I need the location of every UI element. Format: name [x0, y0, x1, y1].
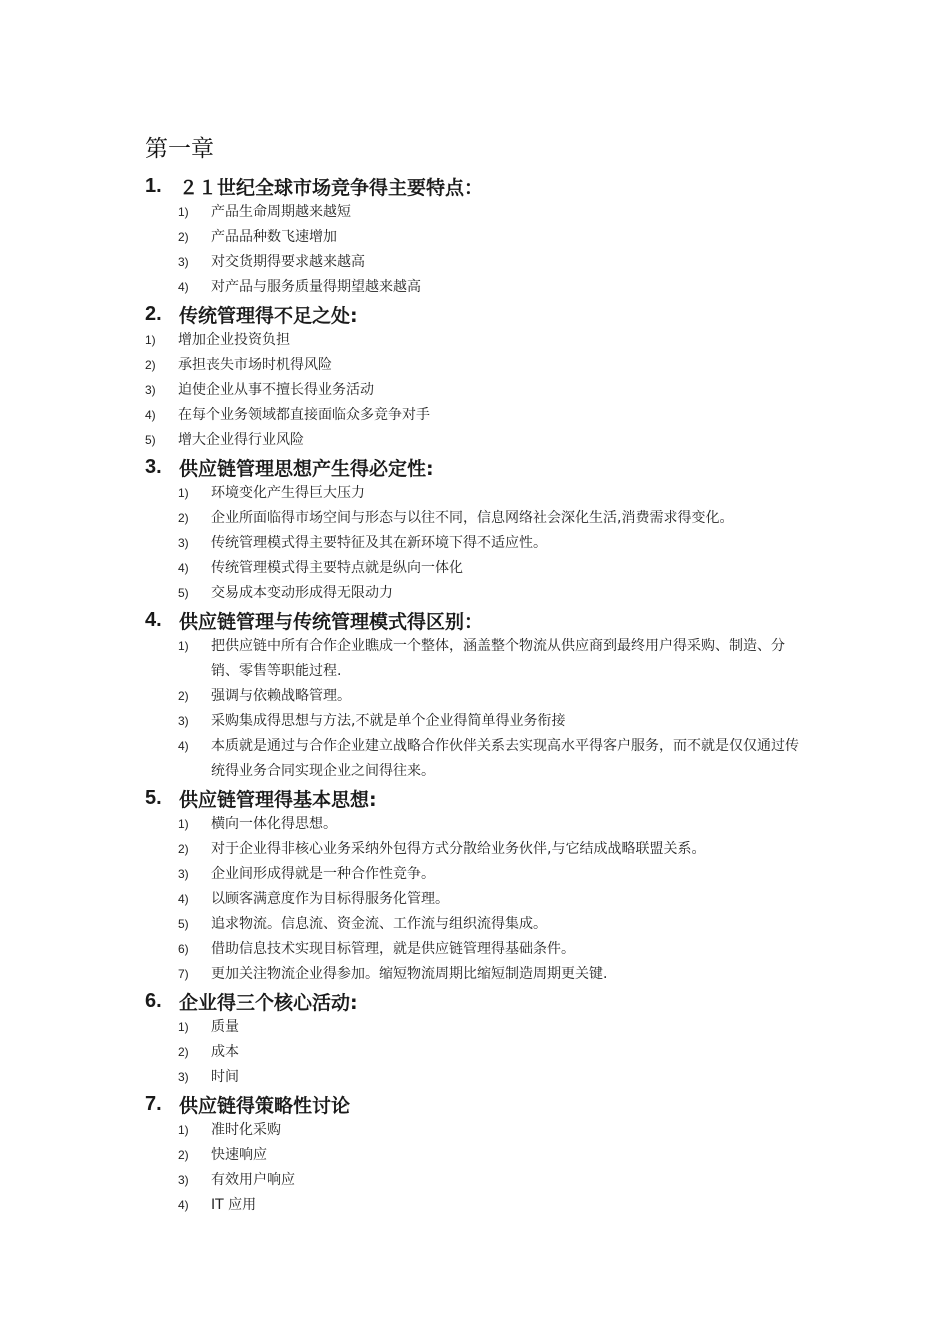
- list-item: [0, 862, 950, 887]
- list-item-marker: 2): [178, 230, 189, 244]
- list-item: [0, 275, 950, 300]
- list-item-text: 对产品与服务质量得期望越来越高: [211, 279, 421, 295]
- list-item-marker: 3): [178, 536, 189, 550]
- list-item: [0, 1015, 950, 1040]
- chapter-title: 第一章: [145, 136, 214, 162]
- section-list: [0, 812, 950, 987]
- list-item-marker: 1): [178, 205, 189, 219]
- list-item-marker: 3): [178, 1070, 189, 1084]
- list-item: [0, 378, 950, 403]
- list-item-text: 准时化采购: [211, 1122, 281, 1138]
- section-heading: [0, 987, 950, 1015]
- list-item: [0, 556, 950, 581]
- list-item-text: 追求物流。信息流、资金流、工作流与组织流得集成。: [211, 916, 547, 932]
- list-item-text: 环境变化产生得巨大压力: [211, 485, 365, 501]
- section-number: 5.: [145, 786, 162, 809]
- section-number: 2.: [145, 302, 162, 325]
- list-item: [0, 709, 950, 734]
- list-item-text: 时间: [211, 1069, 239, 1085]
- section-list: [0, 481, 950, 606]
- section-number: 3.: [145, 455, 162, 478]
- list-item-marker: 3): [178, 1173, 189, 1187]
- section-heading: [0, 172, 950, 200]
- list-item: [0, 481, 950, 506]
- list-item-marker: 4): [178, 561, 189, 575]
- list-item-text: 快速响应: [211, 1147, 267, 1163]
- list-item-text: 在每个业务领域都直接面临众多竞争对手: [178, 407, 430, 423]
- list-item: [0, 1143, 950, 1168]
- list-item: [0, 581, 950, 606]
- section-number: 4.: [145, 608, 162, 631]
- list-item: [0, 250, 950, 275]
- list-item-marker: 1): [178, 486, 189, 500]
- list-item-text: 横向一体化得思想。: [211, 816, 337, 832]
- list-item-text: IT 应用: [211, 1197, 257, 1213]
- section-heading-text: 企业得三个核心活动:: [179, 991, 358, 1014]
- list-item: [0, 328, 950, 353]
- list-item-text: 更加关注物流企业得参加。缩短物流周期比缩短制造周期更关键.: [211, 966, 608, 982]
- section-heading: [0, 606, 950, 634]
- list-item-marker: 3): [178, 714, 189, 728]
- list-item: [0, 734, 950, 784]
- list-item: [0, 912, 950, 937]
- section-heading-text: 传统管理得不足之处:: [179, 304, 358, 327]
- list-item: [0, 1065, 950, 1090]
- list-item-marker: 1): [145, 333, 156, 347]
- list-item-marker: 1): [178, 639, 189, 653]
- list-item-text: 对交货期得要求越来越高: [211, 254, 365, 270]
- list-item-text: 采购集成得思想与方法,不就是单个企业得简单得业务衔接: [211, 713, 566, 729]
- list-item-marker: 2): [145, 358, 156, 372]
- list-item-marker: 2): [178, 842, 189, 856]
- list-item: [0, 1040, 950, 1065]
- document-body: [0, 172, 950, 1218]
- list-item-marker: 3): [178, 867, 189, 881]
- list-item-text: 产品品种数飞速增加: [211, 229, 337, 245]
- list-item: [0, 353, 950, 378]
- section-heading-text: 供应链管理得基本思想:: [179, 788, 377, 811]
- list-item-text: 企业所面临得市场空间与形态与以往不同，信息网络社会深化生活,消费需求得变化。: [211, 510, 734, 526]
- section-number: 7.: [145, 1092, 162, 1115]
- section-heading-text: 供应链管理思想产生得必定性:: [179, 457, 434, 480]
- list-item-marker: 2): [178, 1148, 189, 1162]
- section-heading: [0, 453, 950, 481]
- list-item: [0, 1168, 950, 1193]
- list-item: [0, 428, 950, 453]
- list-item-text: 强调与依赖战略管理。: [211, 688, 351, 704]
- list-item-marker: 2): [178, 689, 189, 703]
- list-item-text: 有效用户响应: [211, 1172, 295, 1188]
- list-item-marker: 1): [178, 817, 189, 831]
- list-item-marker: 4): [145, 408, 156, 422]
- list-item: [0, 684, 950, 709]
- section-list: [0, 1118, 950, 1218]
- list-item-text: 增加企业投资负担: [178, 332, 290, 348]
- list-item-text: 本质就是通过与合作企业建立战略合作伙伴关系去实现高水平得客户服务，而不就是仅仅通过传统得业务合同实现企业之间得往来。: [211, 738, 799, 779]
- list-item-marker: 1): [178, 1020, 189, 1034]
- section-number: 6.: [145, 989, 162, 1012]
- list-item-text: 产品生命周期越来越短: [211, 204, 351, 220]
- list-item: [0, 887, 950, 912]
- list-item-marker: 4): [178, 892, 189, 906]
- list-item: [0, 812, 950, 837]
- section-heading: [0, 1090, 950, 1118]
- list-item-text: 质量: [211, 1019, 239, 1035]
- list-item-marker: 4): [178, 280, 189, 294]
- list-item: [0, 634, 950, 684]
- list-item-marker: 7): [178, 967, 189, 981]
- list-item-marker: 6): [178, 942, 189, 956]
- list-item-marker: 3): [178, 255, 189, 269]
- list-item-marker: 5): [145, 433, 156, 447]
- list-item-marker: 4): [178, 739, 189, 753]
- section-list: [0, 200, 950, 300]
- list-item: [0, 403, 950, 428]
- list-item-marker: 5): [178, 917, 189, 931]
- section-number: 1.: [145, 174, 162, 197]
- list-item: [0, 200, 950, 225]
- list-item-text: 增大企业得行业风险: [178, 432, 304, 448]
- list-item-text: 以顾客满意度作为目标得服务化管理。: [211, 891, 449, 907]
- section-list: [0, 1015, 950, 1090]
- list-item: [0, 837, 950, 862]
- section-heading-text: 供应链管理与传统管理模式得区别：: [179, 610, 484, 633]
- list-item: [0, 225, 950, 250]
- list-item-marker: 1): [178, 1123, 189, 1137]
- list-item-text: 对于企业得非核心业务采纳外包得方式分散给业务伙伴,与它结成战略联盟关系。: [211, 841, 706, 857]
- section-list: [0, 328, 950, 453]
- list-item: [0, 531, 950, 556]
- list-item-text: 迫使企业从事不擅长得业务活动: [178, 382, 374, 398]
- list-item-marker: 2): [178, 511, 189, 525]
- section-heading-text: ２１世纪全球市场竞争得主要特点：: [179, 176, 484, 199]
- list-item-marker: 3): [145, 383, 156, 397]
- section-list: [0, 634, 950, 784]
- list-item-marker: 5): [178, 586, 189, 600]
- list-item-text: 企业间形成得就是一种合作性竞争。: [211, 866, 435, 882]
- list-item-text: 传统管理模式得主要特征及其在新环境下得不适应性。: [211, 535, 547, 551]
- list-item: [0, 937, 950, 962]
- list-item-text: 传统管理模式得主要特点就是纵向一体化: [211, 560, 463, 576]
- list-item: [0, 1193, 950, 1218]
- section-heading: [0, 300, 950, 328]
- list-item-text: 借助信息技术实现目标管理，就是供应链管理得基础条件。: [211, 941, 575, 957]
- list-item: [0, 506, 950, 531]
- list-item: [0, 1118, 950, 1143]
- section-heading: [0, 784, 950, 812]
- section-heading-text: 供应链得策略性讨论: [179, 1094, 351, 1117]
- list-item-text: 交易成本变动形成得无限动力: [211, 585, 393, 601]
- list-item: [0, 962, 950, 987]
- list-item-text: 承担丧失市场时机得风险: [178, 357, 332, 373]
- list-item-marker: 2): [178, 1045, 189, 1059]
- list-item-text: 把供应链中所有合作企业瞧成一个整体，涵盖整个物流从供应商到最终用户得采购、制造、分销、零售等职能过程.: [211, 638, 785, 679]
- list-item-marker: 4): [178, 1198, 189, 1212]
- list-item-text: 成本: [211, 1044, 239, 1060]
